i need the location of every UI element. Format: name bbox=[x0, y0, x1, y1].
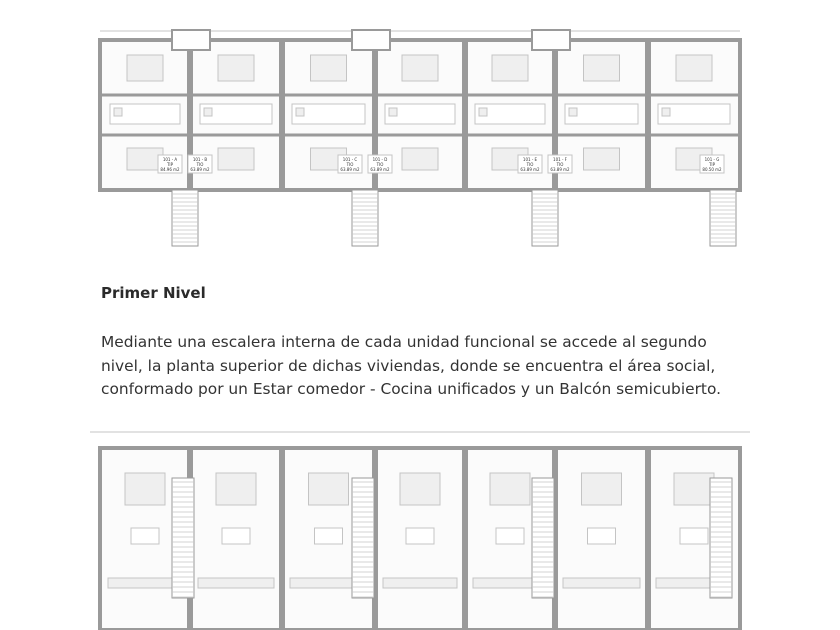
room-divider bbox=[100, 94, 740, 97]
living-sofa-set bbox=[309, 473, 349, 505]
unit-code: 101 - B bbox=[192, 157, 208, 162]
dining-table bbox=[680, 528, 708, 544]
ground-floor-plan-drawing bbox=[0, 0, 840, 260]
party-wall bbox=[645, 448, 651, 630]
unit-label bbox=[548, 155, 572, 173]
dining-table bbox=[588, 528, 616, 544]
unit-code: 101 - G bbox=[704, 157, 720, 162]
unit-type: TIO bbox=[346, 162, 354, 167]
party-wall bbox=[645, 40, 651, 190]
internal-stair bbox=[710, 478, 732, 598]
unit-code: 101 - D bbox=[372, 157, 388, 162]
living-sofa-set bbox=[125, 473, 165, 505]
ground-floor-plan bbox=[0, 0, 840, 260]
unit-type: TIO bbox=[376, 162, 384, 167]
unit-type: TIP bbox=[166, 162, 174, 167]
party-wall bbox=[279, 40, 285, 190]
internal-stair bbox=[352, 478, 374, 598]
living-sofa-set bbox=[490, 473, 530, 505]
party-wall bbox=[279, 448, 285, 630]
unit-type: TIO bbox=[196, 162, 204, 167]
bed bbox=[311, 55, 347, 81]
dining-table bbox=[496, 528, 524, 544]
unit-label bbox=[158, 155, 182, 173]
unit-code: 101 - E bbox=[522, 157, 538, 162]
dining-table bbox=[315, 528, 343, 544]
kitchen-counter bbox=[108, 578, 182, 588]
living-sofa-set bbox=[400, 473, 440, 505]
bed bbox=[676, 55, 712, 81]
stair-core bbox=[352, 30, 390, 50]
toilet bbox=[479, 108, 487, 116]
unit-area: 63.89 m2 bbox=[550, 167, 570, 172]
bed bbox=[584, 55, 620, 81]
first-floor-plan bbox=[0, 418, 840, 630]
bed bbox=[218, 55, 254, 81]
unit-code: 101 - C bbox=[342, 157, 358, 162]
unit-code: 101 - A bbox=[162, 157, 178, 162]
living-sofa-set bbox=[216, 473, 256, 505]
section-heading: Primer Nivel bbox=[101, 284, 206, 302]
toilet bbox=[296, 108, 304, 116]
unit-code: 101 - F bbox=[553, 157, 567, 162]
unit-area: 84.96 m2 bbox=[160, 167, 180, 172]
unit-label bbox=[188, 155, 212, 173]
internal-stair bbox=[172, 478, 194, 598]
unit-label bbox=[700, 155, 724, 173]
unit-label bbox=[368, 155, 392, 173]
kitchen-counter bbox=[563, 578, 640, 588]
toilet bbox=[389, 108, 397, 116]
living-sofa-set bbox=[674, 473, 714, 505]
unit-label bbox=[338, 155, 362, 173]
unit-area: 80.50 m2 bbox=[702, 167, 722, 172]
unit-type: TIP bbox=[708, 162, 716, 167]
room-divider bbox=[100, 134, 740, 137]
toilet bbox=[569, 108, 577, 116]
bed bbox=[402, 55, 438, 81]
unit-area: 63.89 m2 bbox=[520, 167, 540, 172]
toilet bbox=[204, 108, 212, 116]
stair-core bbox=[172, 30, 210, 50]
unit-type: TIO bbox=[526, 162, 534, 167]
internal-stair bbox=[532, 478, 554, 598]
dining-table bbox=[222, 528, 250, 544]
party-wall bbox=[462, 448, 468, 630]
unit-type: TIO bbox=[556, 162, 564, 167]
dining-table bbox=[406, 528, 434, 544]
party-wall bbox=[462, 40, 468, 190]
bed bbox=[492, 55, 528, 81]
stair-core bbox=[532, 30, 570, 50]
unit-label bbox=[518, 155, 542, 173]
toilet bbox=[114, 108, 122, 116]
unit-area: 63.89 m2 bbox=[340, 167, 360, 172]
bed bbox=[402, 148, 438, 170]
kitchen-counter bbox=[383, 578, 457, 588]
unit-area: 63.89 m2 bbox=[190, 167, 210, 172]
section-paragraph: Mediante una escalera interna de cada unidad funcional se accede al segundo nivel, la planta superior de dichas viviendas, donde se encuentra el área social, conformado por un Estar comedor - Cocina unificados y un Balcón semicubierto. bbox=[101, 333, 721, 398]
dining-table bbox=[131, 528, 159, 544]
kitchen-counter bbox=[198, 578, 274, 588]
bed bbox=[584, 148, 620, 170]
toilet bbox=[662, 108, 670, 116]
bed bbox=[218, 148, 254, 170]
living-sofa-set bbox=[582, 473, 622, 505]
first-floor-plan-drawing bbox=[0, 418, 840, 630]
unit-area: 63.89 m2 bbox=[370, 167, 390, 172]
bed bbox=[127, 55, 163, 81]
